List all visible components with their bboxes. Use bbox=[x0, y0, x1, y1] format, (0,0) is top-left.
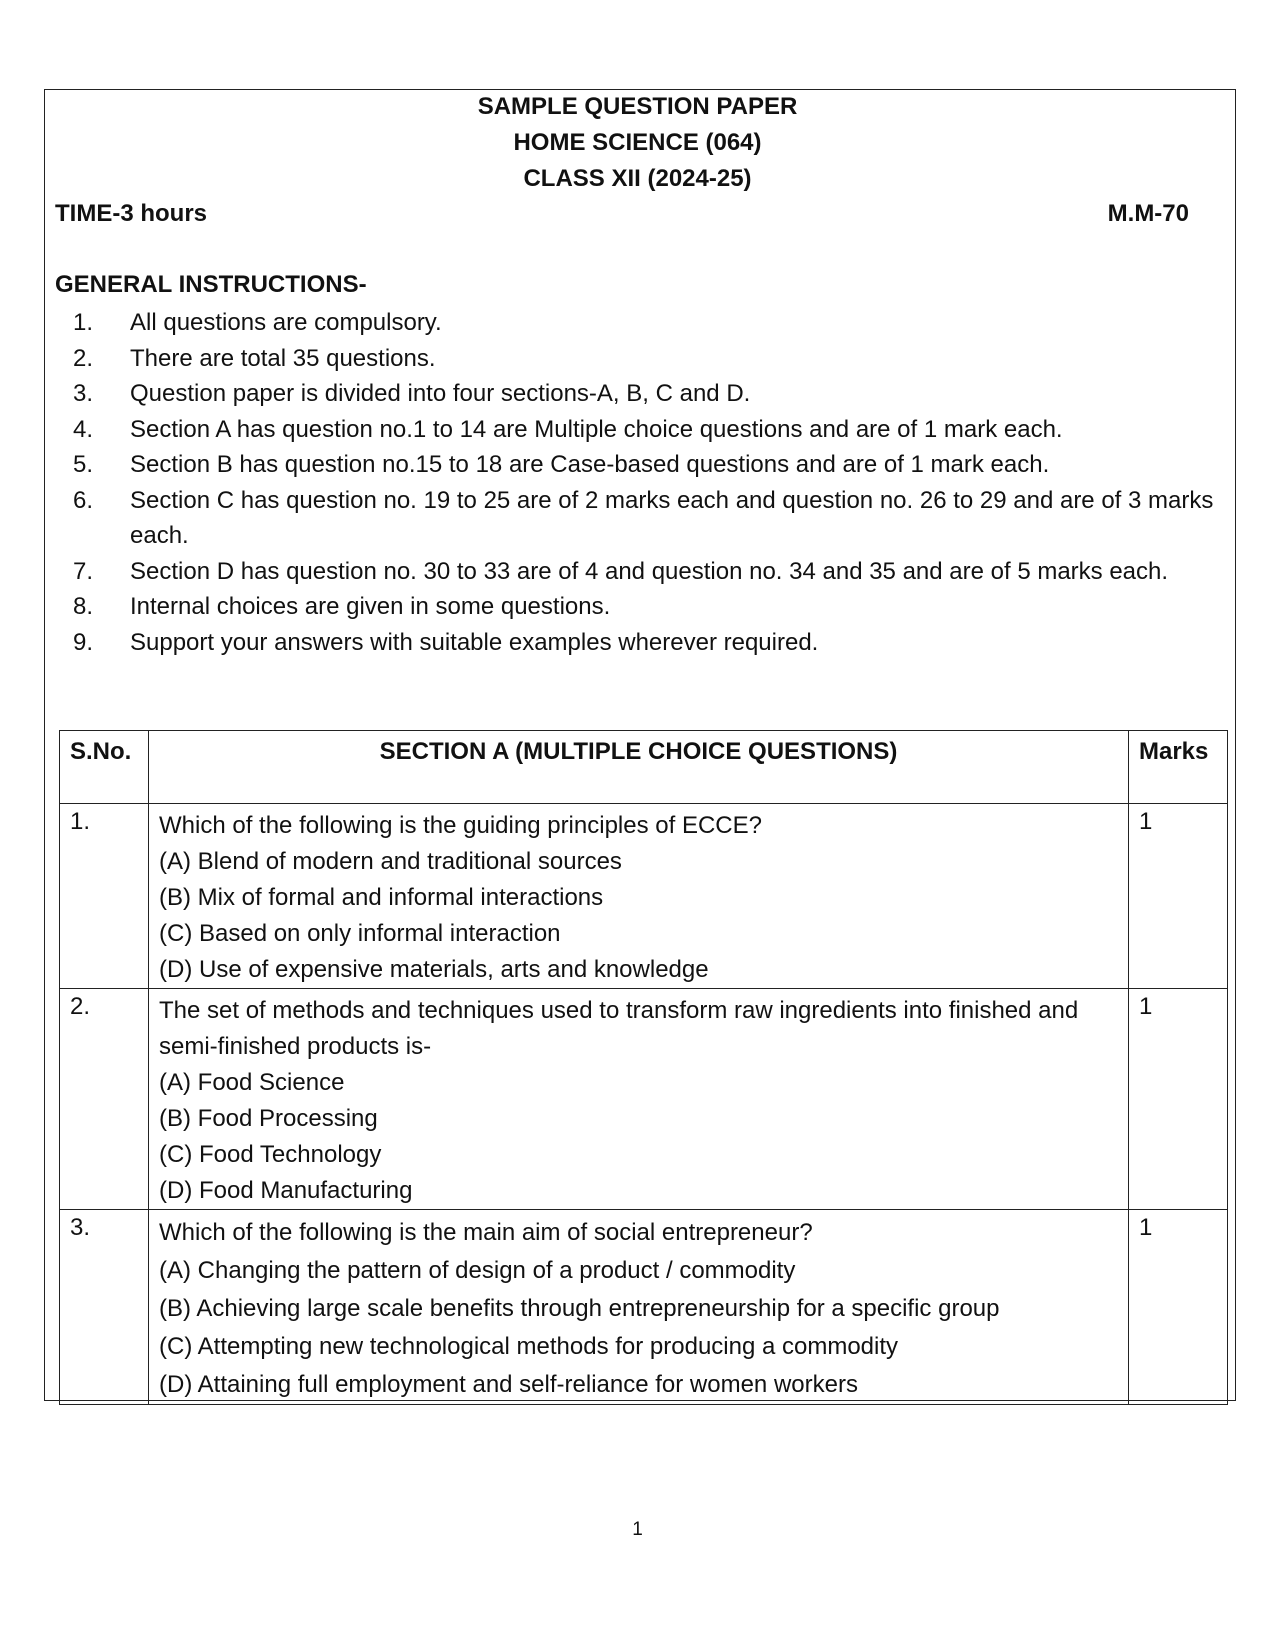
instructions-list bbox=[55, 305, 1230, 660]
question-number: 1. bbox=[60, 804, 149, 989]
instruction-text: Support your answers with suitable examples wherever required. bbox=[130, 628, 819, 656]
instruction-number: 1. bbox=[73, 309, 94, 336]
time-allowed: TIME-3 hours bbox=[55, 200, 208, 227]
paper-title: SAMPLE QUESTION PAPER bbox=[477, 93, 798, 120]
instruction-text: Section C has question no. 19 to 25 are of 2 marks each and question no. 26 to 29 and are of 3 marks each. bbox=[130, 486, 1214, 549]
instruction-number: 5. bbox=[73, 451, 94, 478]
instruction-item bbox=[55, 412, 1230, 448]
question-stem: The set of methods and techniques used to transform raw ingredients into finished and semi-finished products is- bbox=[159, 997, 1079, 1060]
question-stem: Which of the following is the guiding principles of ECCE? bbox=[159, 812, 762, 839]
instruction-number: 9. bbox=[73, 628, 94, 656]
instruction-text: Internal choices are given in some questions. bbox=[130, 593, 611, 620]
question-body bbox=[149, 804, 1129, 989]
sno-header: S.No. bbox=[60, 731, 149, 804]
question-table bbox=[59, 730, 1228, 1405]
instruction-item bbox=[55, 447, 1230, 483]
table-row bbox=[60, 804, 1228, 989]
instruction-item bbox=[55, 554, 1230, 590]
option-b: (B) Food Processing bbox=[159, 1105, 378, 1132]
maximum-marks: M.M-70 bbox=[1107, 200, 1189, 227]
question-number: 3. bbox=[60, 1210, 149, 1405]
instruction-item bbox=[55, 625, 1230, 661]
question-number: 2. bbox=[60, 989, 149, 1210]
subject-title: HOME SCIENCE (064) bbox=[513, 129, 762, 156]
option-c: (C) Food Technology bbox=[159, 1141, 382, 1168]
instruction-item bbox=[55, 483, 1230, 554]
class-title: CLASS XII (2024-25) bbox=[523, 165, 752, 192]
question-body bbox=[149, 1210, 1129, 1405]
option-d: (D) Use of expensive materials, arts and knowledge bbox=[159, 956, 709, 983]
instruction-text: Section A has question no.1 to 14 are Multiple choice questions and are of 1 mark each. bbox=[130, 415, 1063, 443]
table-row bbox=[60, 1210, 1228, 1405]
instruction-item bbox=[55, 341, 1230, 377]
option-b: (B) Mix of formal and informal interactions bbox=[159, 884, 604, 911]
instruction-item bbox=[55, 305, 1230, 341]
instruction-item bbox=[55, 589, 1230, 625]
option-c: (C) Attempting new technological methods for producing a commodity bbox=[159, 1333, 899, 1360]
instruction-text: Section D has question no. 30 to 33 are of 4 and question no. 34 and 35 and are of 5 marks each. bbox=[130, 557, 1169, 585]
option-d: (D) Food Manufacturing bbox=[159, 1177, 413, 1204]
table-header-row bbox=[60, 731, 1228, 804]
question-marks: 1 bbox=[1129, 989, 1228, 1210]
marks-header: Marks bbox=[1129, 731, 1228, 804]
table-row bbox=[60, 989, 1228, 1210]
option-c: (C) Based on only informal interaction bbox=[159, 920, 561, 947]
option-a: (A) Food Science bbox=[159, 1069, 345, 1096]
instruction-number: 6. bbox=[73, 486, 94, 514]
instruction-text: All questions are compulsory. bbox=[130, 309, 442, 336]
question-stem: Which of the following is the main aim of social entrepreneur? bbox=[159, 1219, 813, 1246]
instruction-text: Section B has question no.15 to 18 are Case-based questions and are of 1 mark each. bbox=[130, 451, 1050, 478]
instruction-text: There are total 35 questions. bbox=[130, 344, 436, 372]
instruction-text: Question paper is divided into four sections-A, B, C and D. bbox=[130, 380, 751, 407]
option-a: (A) Changing the pattern of design of a product / commodity bbox=[159, 1257, 796, 1284]
page-number: 1 bbox=[632, 1519, 643, 1540]
instruction-item bbox=[55, 376, 1230, 412]
instruction-number: 7. bbox=[73, 557, 94, 585]
option-d: (D) Attaining full employment and self-reliance for women workers bbox=[159, 1371, 858, 1398]
question-marks: 1 bbox=[1129, 1210, 1228, 1405]
option-b: (B) Achieving large scale benefits through entrepreneurship for a specific group bbox=[159, 1295, 1000, 1322]
instructions-heading: GENERAL INSTRUCTIONS- bbox=[55, 271, 367, 298]
instruction-number: 4. bbox=[73, 415, 94, 443]
instruction-number: 3. bbox=[73, 380, 94, 407]
instruction-number: 8. bbox=[73, 593, 94, 620]
instruction-number: 2. bbox=[73, 344, 94, 372]
option-a: (A) Blend of modern and traditional sources bbox=[159, 848, 622, 875]
section-header: SECTION A (MULTIPLE CHOICE QUESTIONS) bbox=[149, 731, 1129, 804]
question-body bbox=[149, 989, 1129, 1210]
question-marks: 1 bbox=[1129, 804, 1228, 989]
